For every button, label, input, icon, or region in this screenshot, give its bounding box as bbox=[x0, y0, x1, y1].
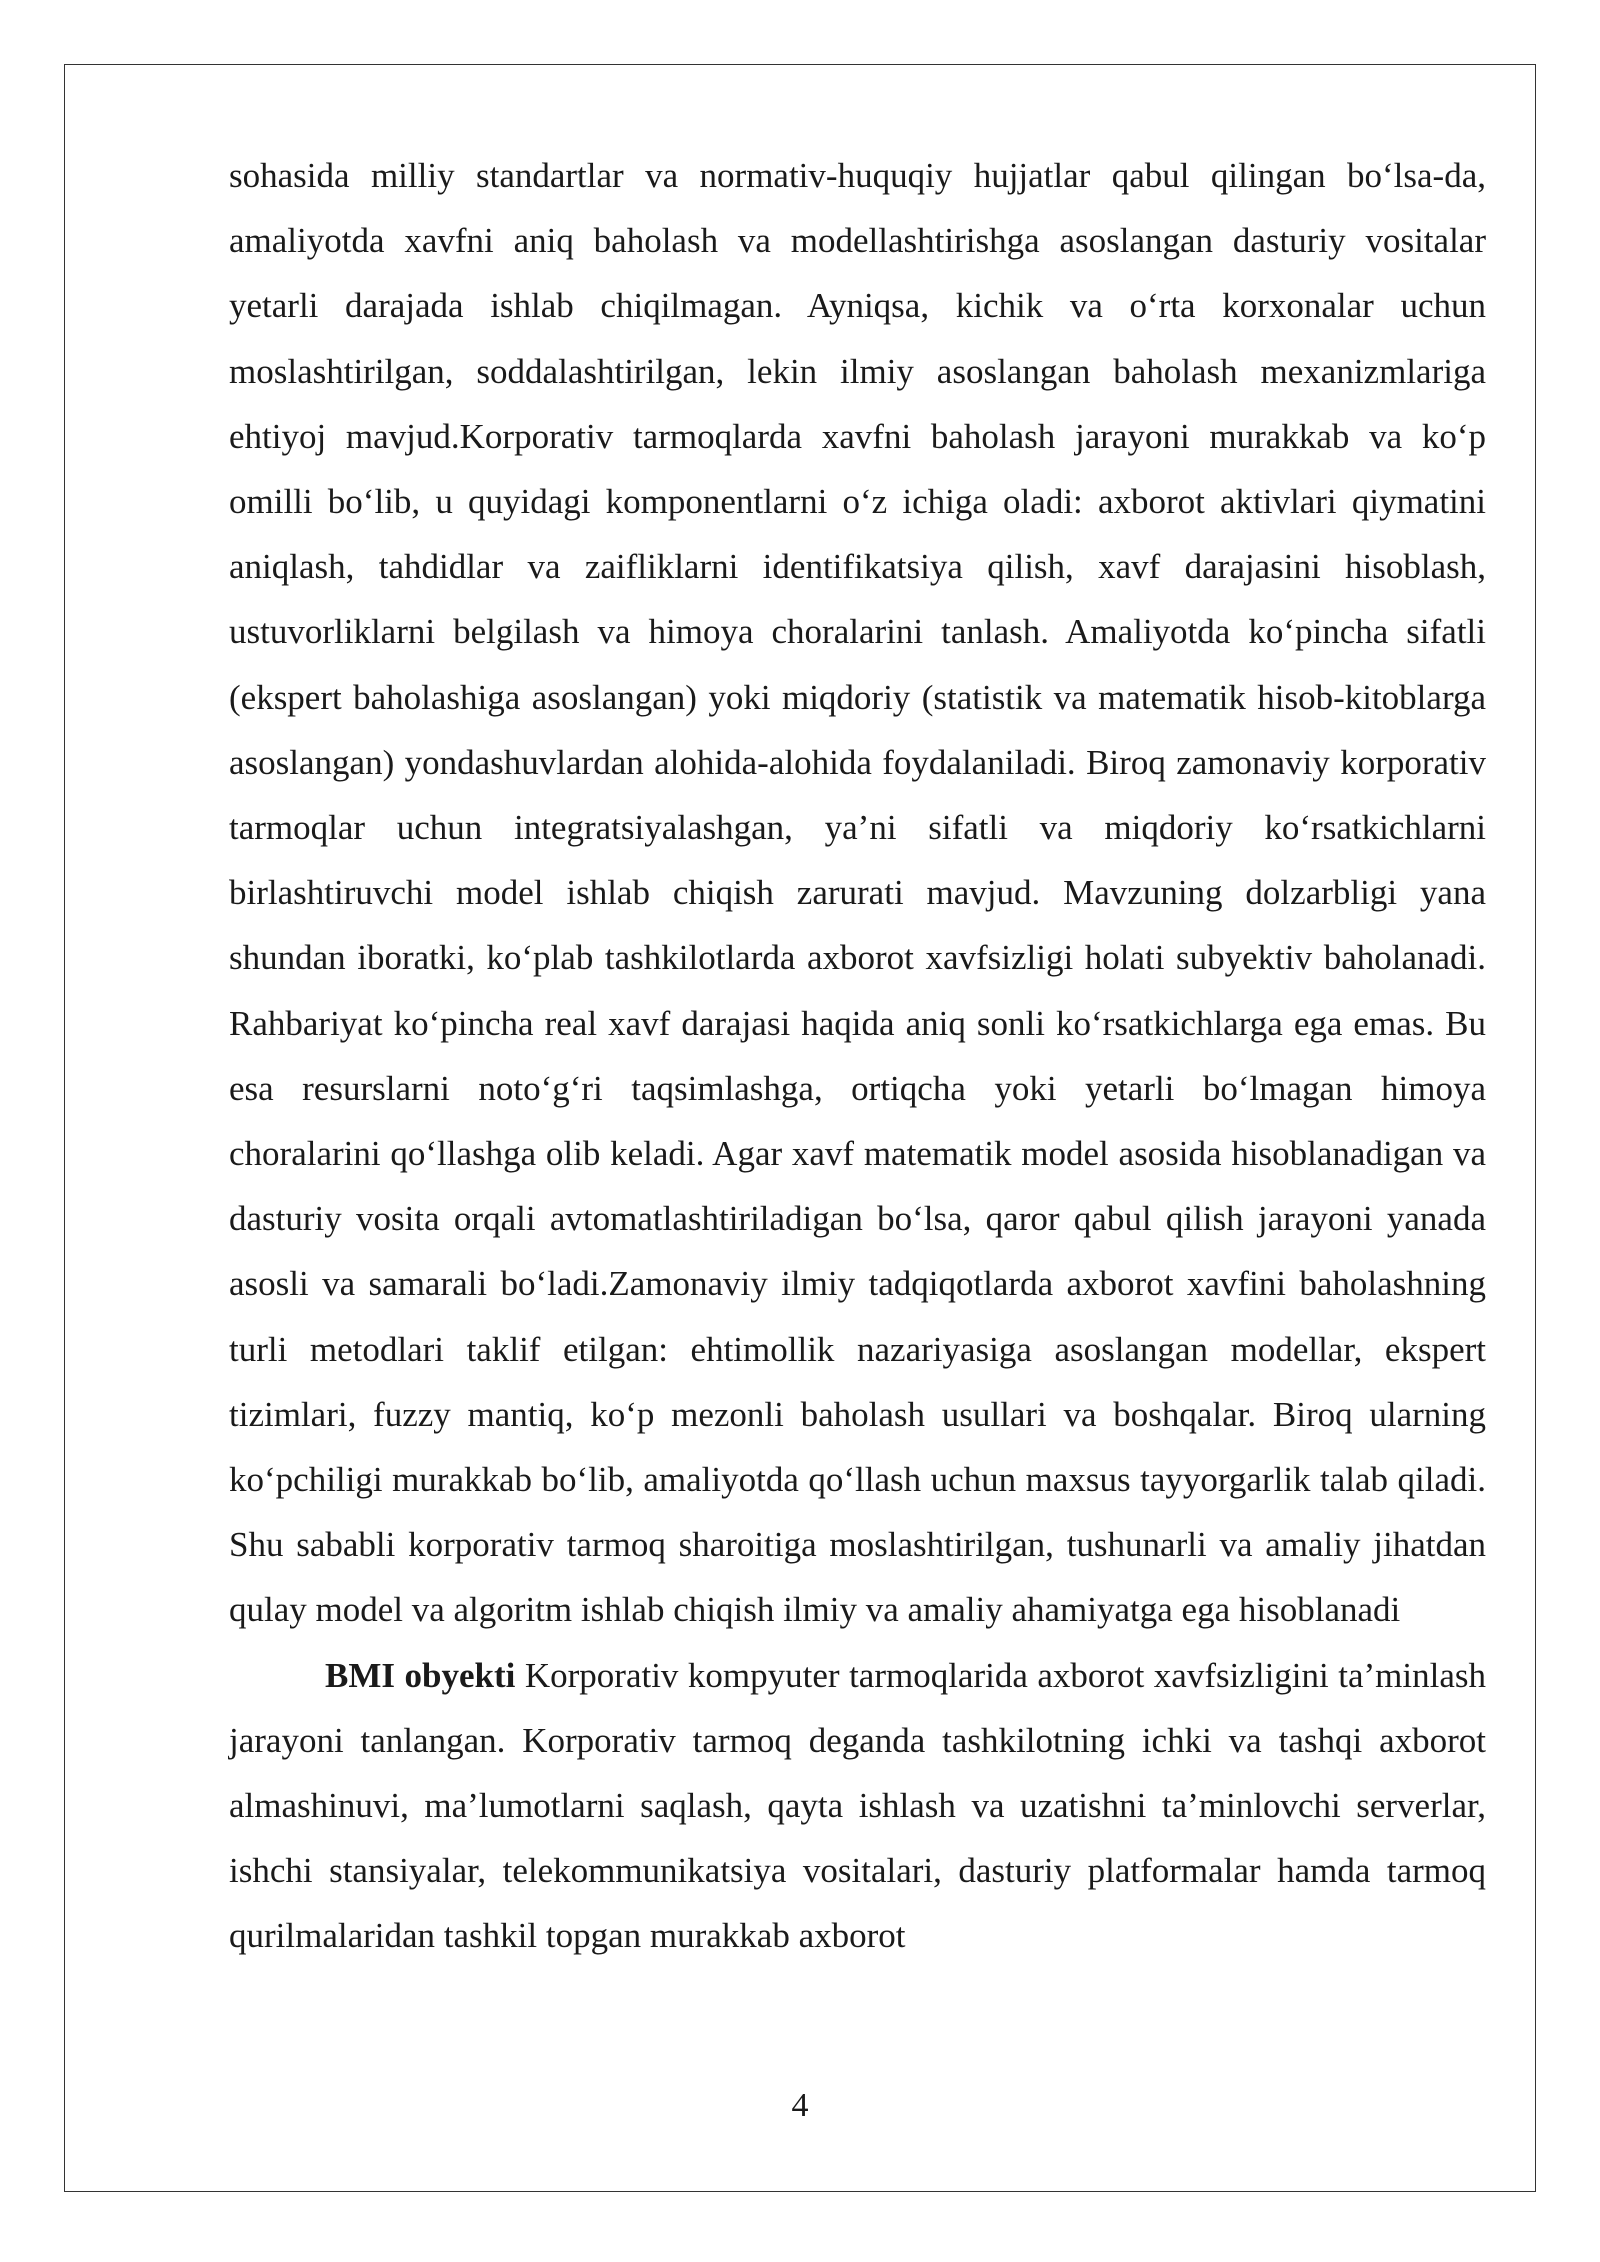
paragraph-1: sohasida milliy standartlar va normativ-huquqiy hujjatlar qabul qilingan bo‘lsa-da, amaliyotda xavfni aniq baholash va modellashtirishga asoslangan dasturiy vositalar yetarli darajada ishlab chiqilmagan. Ayniqsa, kichik va o‘rta korxonalar uchun moslashtirilgan, soddalashtirilgan, lekin ilmiy asoslangan baholash mexanizmlariga ehtiyoj mavjud.Korporativ tarmoqlarda xavfni baholash jarayoni murakkab va ko‘p omilli bo‘lib, u quyidagi komponentlarni o‘z ichiga oladi: axborot aktivlari qiymatini aniqlash, tahdidlar va zaifliklarni identifikatsiya qilish, xavf darajasini hisoblash, ustuvorliklarni belgilash va himoya choralarini tanlash. Amaliyotda ko‘pincha sifatli (ekspert baholashiga asoslangan) yoki miqdoriy (statistik va matematik hisob-kitoblarga asoslangan) yondashuvlardan alohida-alohida foydalaniladi. Biroq zamonaviy korporativ tarmoqlar uchun integratsiyalashgan, ya’ni sifatli va miqdoriy ko‘rsatkichlarni birlashtiruvchi model ishlab chiqish zarurati mavjud. Mavzuning dolzarbligi yana shundan iboratki, ko‘plab tashkilotlarda axborot xavfsizligi holati subyektiv baholanadi. Rahbariyat ko‘pincha real xavf darajasi haqida aniq sonli ko‘rsatkichlarga ega emas. Bu esa resurslarni noto‘g‘ri taqsimlashga, ortiqcha yoki yetarli bo‘lmagan himoya choralarini qo‘llashga olib keladi. Agar xavf matematik model asosida hisoblanadigan va dasturiy vosita orqali avtomatlashtiriladigan bo‘lsa, qaror qabul qilish jarayoni yanada asosli va samarali bo‘ladi.Zamonaviy ilmiy tadqiqotlarda axborot xavfini baholashning turli metodlari taklif etilgan: ehtimollik nazariyasiga asoslangan modellar, ekspert tizimlari, fuzzy mantiq, ko‘p mezonli baholash usullari va boshqalar. Biroq ularning ko‘pchiligi murakkab bo‘lib, amaliyotda qo‘llash uchun maxsus tayyorgarlik talab qiladi. Shu sababli korporativ tarmoq sharoitiga moslashtirilgan, tushunarli va amaliy jihatdan qulay model va algoritm ishlab chiqish ilmiy va amaliy ahamiyatga ega hisoblanadi bbox=[229, 156, 1486, 1630]
paragraph-2-body: Korporativ kompyuter tarmoqlarida axborot xavfsizligini ta’minlash jarayoni tanlangan. Korporativ tarmoq deganda tashkilotning ichki va tashqi axborot almashinuvi, ma’lumotlarni saqlash, qayta ishlash va uzatishni ta’minlovchi serverlar, ishchi stansiyalar, telekommunikatsiya vositalari, dasturiy platformalar hamda tarmoq qurilmalaridan tashkil topgan murakkab axborot bbox=[229, 1655, 1486, 1956]
paragraph-2 bbox=[229, 1643, 1486, 1969]
paragraph-2-lead: BMI obyekti bbox=[325, 1655, 516, 1695]
page-number: 4 bbox=[791, 2087, 809, 2124]
document-body bbox=[229, 143, 1486, 1969]
